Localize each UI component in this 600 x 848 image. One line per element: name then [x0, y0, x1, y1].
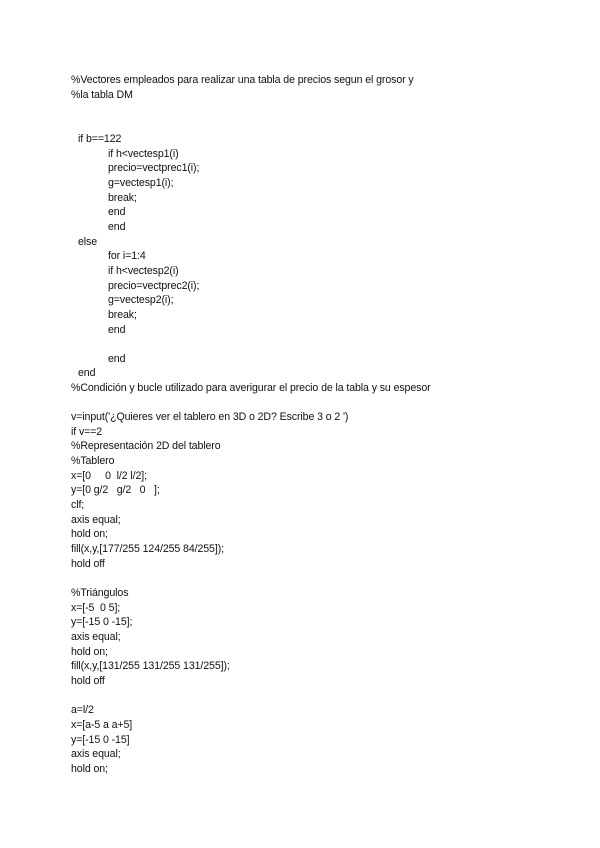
code-line: if h<vectesp2(i): [108, 265, 179, 277]
code-line: hold on;: [71, 646, 108, 658]
comment-line: %la tabla DM: [71, 89, 133, 101]
code-line: else: [78, 236, 98, 248]
code-line: y=[-15 0 -15];: [71, 616, 133, 628]
comment-line: %Representación 2D del tablero: [71, 440, 221, 452]
code-line: end: [108, 221, 126, 233]
code-line: y=[0 g/2 g/2 0 ];: [71, 484, 160, 496]
code-line: break;: [108, 192, 137, 204]
comment-line: %Tablero: [71, 455, 115, 467]
comment-line: %Condición y bucle utilizado para averigurar el precio de la tabla y su espesor: [71, 382, 431, 394]
code-line: g=vectesp2(i);: [108, 294, 174, 306]
code-line: end: [108, 353, 126, 365]
code-line: v=input('¿Quieres ver el tablero en 3D o 2D? Escribe 3 o 2 '): [71, 411, 349, 423]
code-line: hold off: [71, 558, 105, 570]
code-line: fill(x,y,[131/255 131/255 131/255]);: [71, 660, 230, 672]
code-line: y=[-15 0 -15]: [71, 734, 130, 746]
code-line: if v==2: [71, 426, 103, 438]
code-line: axis equal;: [71, 514, 121, 526]
code-line: for i=1:4: [108, 250, 146, 262]
code-line: x=[-5 0 5];: [71, 602, 121, 614]
comment-line: %Triángulos: [71, 587, 129, 599]
code-line: end: [108, 206, 126, 218]
code-line: end: [108, 324, 126, 336]
code-line: break;: [108, 309, 137, 321]
code-line: precio=vectprec2(i);: [108, 280, 200, 292]
code-line: if b==122: [78, 133, 122, 145]
code-line: precio=vectprec1(i);: [108, 162, 200, 174]
code-line: clf;: [71, 499, 85, 511]
code-line: fill(x,y,[177/255 124/255 84/255]);: [71, 543, 224, 555]
code-line: a=l/2: [71, 704, 94, 716]
code-line: g=vectesp1(i);: [108, 177, 174, 189]
code-line: hold off: [71, 675, 105, 687]
code-line: hold on;: [71, 763, 108, 775]
code-line: if h<vectesp1(i): [108, 148, 179, 160]
code-line: x=[a-5 a a+5]: [71, 719, 133, 731]
code-line: x=[0 0 l/2 l/2];: [71, 470, 147, 482]
code-line: hold on;: [71, 528, 108, 540]
comment-line: %Vectores empleados para realizar una tabla de precios segun el grosor y: [71, 74, 414, 86]
code-line: end: [78, 367, 96, 379]
code-line: axis equal;: [71, 748, 121, 760]
code-line: axis equal;: [71, 631, 121, 643]
